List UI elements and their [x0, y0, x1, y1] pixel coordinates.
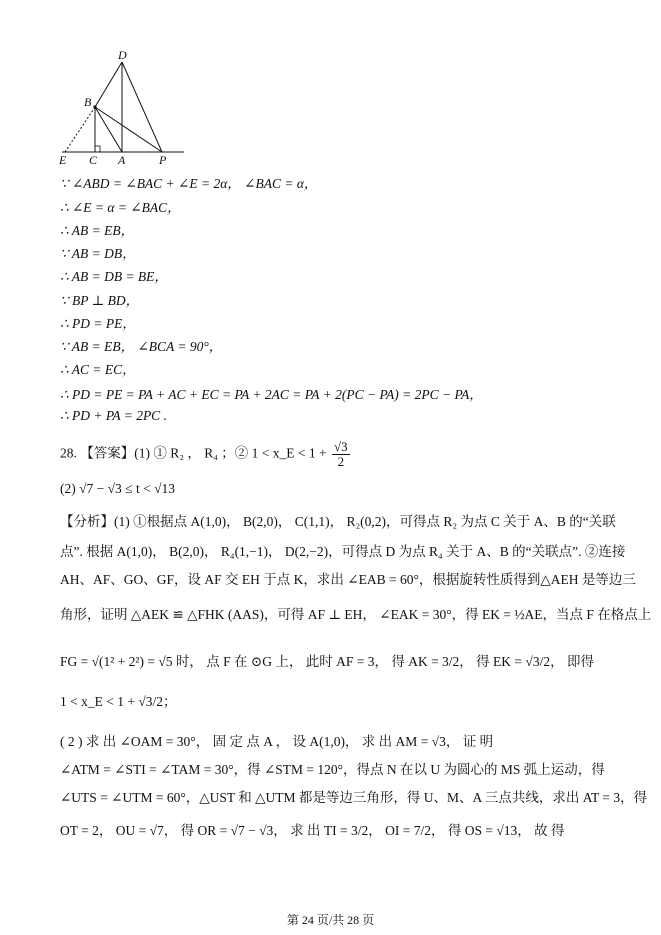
analysis-line: ∠ATM = ∠STI = ∠TAM = 30°，得 ∠STM = 120°，得点 N 在以 U 为圆心的 MS 弧上运动，得 [60, 762, 605, 777]
analysis-line: 【分析】(1) ①根据点 A(1,0)， B(2,0)， C(1,1)， R₂(0,2)，可得点 R₂ 为点 C 关于 A、B 的“关联 [60, 514, 616, 529]
analysis-line: ( 2 ) 求 出 ∠OAM = 30°， 固 定 点 A ， 设 A(1,0)， 求 出 AM = √3， 证 明 [60, 734, 494, 749]
proof-line: ∴ PD + PA = 2PC . [60, 408, 167, 423]
proof-line: ∴ PD = PE， [60, 316, 136, 331]
proof-line: ∴ AB = DB = BE， [60, 269, 168, 284]
answer-frac-den: 2 [337, 454, 345, 469]
answer-fraction [332, 440, 350, 469]
answer-frac-num: √3 [334, 439, 348, 454]
label-A: A [118, 153, 126, 166]
label-D: D [118, 48, 127, 62]
analysis-line: 角形，证明 △AEK ≌ △FHK (AAS)，可得 AF ⊥ EH， ∠EAK = 30°，得 EK = ½AE，当点 F 在格点上 [60, 607, 652, 622]
label-C: C [89, 153, 98, 166]
analysis-line: AH、AF、GO、GF，设 AF 交 EH 于点 K，求出 ∠EAB = 60°，根据旋转性质得到△AEH 是等边三 [60, 572, 636, 587]
proof-line: ∵ ∠ABD = ∠BAC + ∠E = 2α， ∠BAC = α， [60, 176, 318, 191]
proof-line: ∵ BP ⊥ BD， [60, 293, 140, 308]
label-P: P [159, 153, 167, 166]
analysis-line: 1 < x_E < 1 + √3/2； [60, 694, 177, 709]
proof-line: ∴ PD = PE = PA + AC + EC = PA + 2AC = PA + 2(PC − PA) = 2PC − PA， [60, 387, 483, 402]
analysis-line: OT = 2， OU = √7， 得 OR = √7 − √3， 求 出 TI = 3/2， OI = 7/2， 得 OS = √13， 故 得 [60, 823, 565, 838]
label-E: E [59, 153, 67, 166]
geometry-figure [56, 48, 191, 166]
analysis-line: ∠UTS = ∠UTM = 60°，△UST 和 △UTM 都是等边三角形，得 U、M、A 三点共线，求出 AT = 3，得 [60, 790, 648, 805]
label-B: B [84, 95, 92, 109]
proof-line: ∵ AB = EB， ∠BCA = 90°， [60, 339, 223, 354]
proof-line: ∵ AB = DB， [60, 246, 136, 261]
proof-line: ∴ ∠E = α = ∠BAC， [60, 200, 181, 215]
proof-line: ∴ AC = EC， [60, 362, 136, 377]
analysis-line: 点”. 根据 A(1,0)， B(2,0)， R₄(1,−1)， D(2,−2)，可得点 D 为点 R₄ 关于 A、B 的“关联点”. ②连接 [60, 544, 626, 559]
answer-heading-row [60, 440, 352, 469]
page-footer: 第 24 页/共 28 页 [286, 913, 375, 927]
analysis-line: FG = √(1² + 2²) = √5 时， 点 F 在 ⊙G 上， 此时 AF = 3， 得 AK = 3/2， 得 EK = √3/2， 即得 [60, 654, 594, 669]
answer-part2: (2) √7 − √3 ≤ t < √13 [60, 481, 175, 496]
proof-line: ∴ AB = EB， [60, 223, 135, 238]
answer-heading: 28. 【答案】(1) ① R₂ ， R₄ ；② 1 < x_E < 1 + [60, 445, 327, 461]
